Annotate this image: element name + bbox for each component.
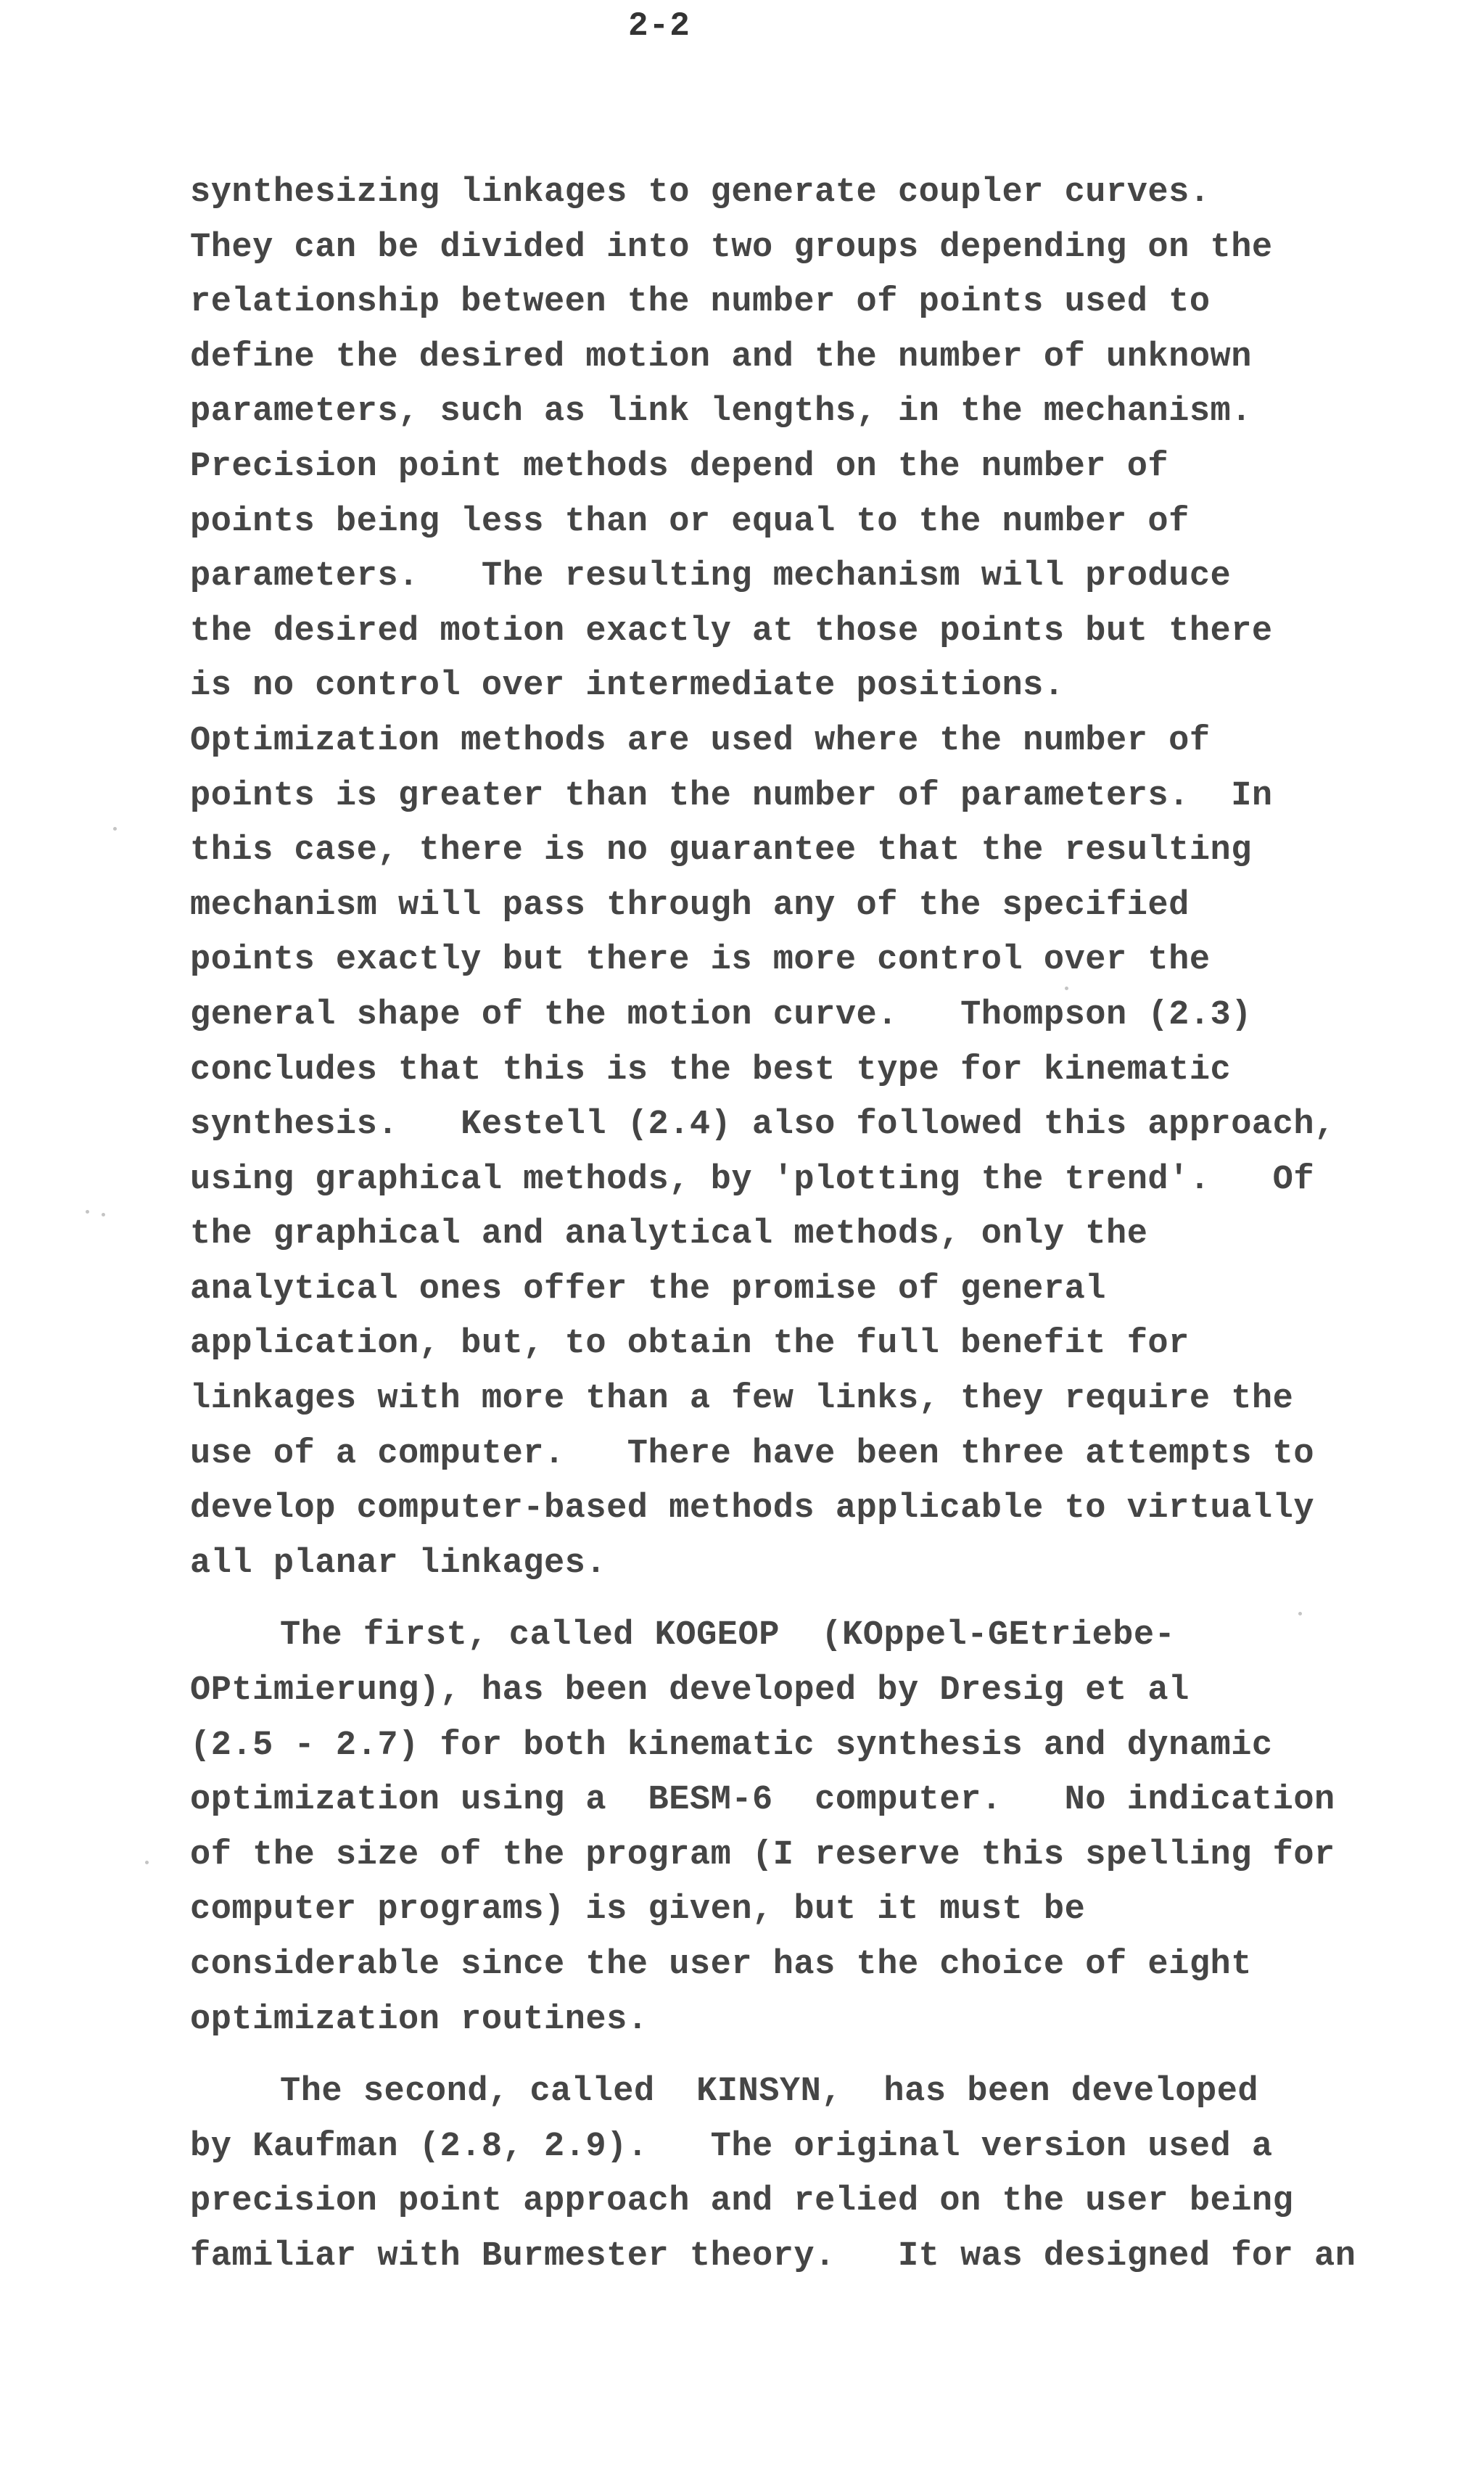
text-line: computer programs) is given, but it must be bbox=[190, 1890, 1086, 1930]
text-line: this case, there is no guarantee that the resulting bbox=[190, 831, 1252, 870]
text-line: Optimization methods are used where the number of bbox=[190, 721, 1211, 760]
text-line: define the desired motion and the number of unknown bbox=[190, 337, 1252, 376]
paragraph-2 bbox=[190, 1608, 1423, 2047]
text-line: general shape of the motion curve. Thompson (2.3) bbox=[190, 995, 1252, 1034]
text-line: They can be divided into two groups depending on the bbox=[190, 228, 1273, 267]
scan-speck bbox=[102, 1213, 105, 1217]
text-line: all planar linkages. bbox=[190, 1544, 607, 1583]
text-line: using graphical methods, by 'plotting the trend'. Of bbox=[190, 1160, 1315, 1199]
text-line: is no control over intermediate positions. bbox=[190, 667, 1065, 706]
text-line: use of a computer. There have been three attempts to bbox=[190, 1434, 1315, 1473]
text-line: mechanism will pass through any of the specified bbox=[190, 886, 1190, 925]
text-line: the graphical and analytical methods, only the bbox=[190, 1215, 1148, 1254]
text-line: of the size of the program (I reserve this spelling for bbox=[190, 1835, 1335, 1874]
paragraph-gap bbox=[190, 1591, 1423, 1608]
text-line: familiar with Burmester theory. It was designed for an bbox=[190, 2236, 1356, 2276]
text-line: by Kaufman (2.8, 2.9). The original version used a bbox=[190, 2127, 1273, 2166]
paragraph-3 bbox=[190, 2064, 1423, 2284]
text-line: considerable since the user has the choice of eight bbox=[190, 1946, 1252, 1984]
scan-speck bbox=[145, 1861, 149, 1864]
text-line: linkages with more than a few links, they require the bbox=[190, 1380, 1294, 1419]
scan-speck bbox=[113, 827, 117, 831]
scan-speck bbox=[86, 1210, 89, 1214]
text-line: application, but, to obtain the full benefit for bbox=[190, 1325, 1190, 1364]
text-line: parameters, such as link lengths, in the mechanism. bbox=[190, 392, 1252, 432]
text-line: (2.5 - 2.7) for both kinematic synthesis and dynamic bbox=[190, 1726, 1273, 1765]
text-line: the desired motion exactly at those points but there bbox=[190, 612, 1273, 651]
text-line: concludes that this is the best type for kinematic bbox=[190, 1050, 1232, 1090]
text-line: points exactly but there is more control over the bbox=[190, 941, 1211, 980]
paragraph-gap bbox=[190, 2047, 1423, 2064]
text-line: The first, called KOGEOP (KOppel-GEtriebe- bbox=[280, 1616, 1176, 1655]
paragraph-1 bbox=[190, 165, 1423, 1591]
text-line: synthesizing linkages to generate coupler curves. bbox=[190, 173, 1211, 212]
page-number: 2-2 bbox=[628, 7, 691, 45]
text-line: analytical ones offer the promise of general bbox=[190, 1269, 1107, 1309]
text-line: develop computer-based methods applicable to virtually bbox=[190, 1489, 1315, 1528]
text-line: precision point approach and relied on the user being bbox=[190, 2182, 1294, 2221]
text-line: optimization routines. bbox=[190, 2000, 648, 2039]
body-text bbox=[190, 165, 1423, 2284]
text-line: relationship between the number of points used to bbox=[190, 283, 1211, 322]
text-line: optimization using a BESM-6 computer. No indication bbox=[190, 1781, 1335, 1820]
text-line: synthesis. Kestell (2.4) also followed this approach, bbox=[190, 1106, 1335, 1145]
text-line: Precision point methods depend on the number of bbox=[190, 447, 1169, 486]
text-line: points being less than or equal to the number of bbox=[190, 502, 1190, 541]
text-line: points is greater than the number of parameters. In bbox=[190, 776, 1273, 815]
text-line: parameters. The resulting mechanism will produce bbox=[190, 557, 1232, 596]
text-line: OPtimierung), has been developed by Dresig et al bbox=[190, 1671, 1190, 1711]
text-line: The second, called KINSYN, has been developed bbox=[280, 2072, 1259, 2112]
